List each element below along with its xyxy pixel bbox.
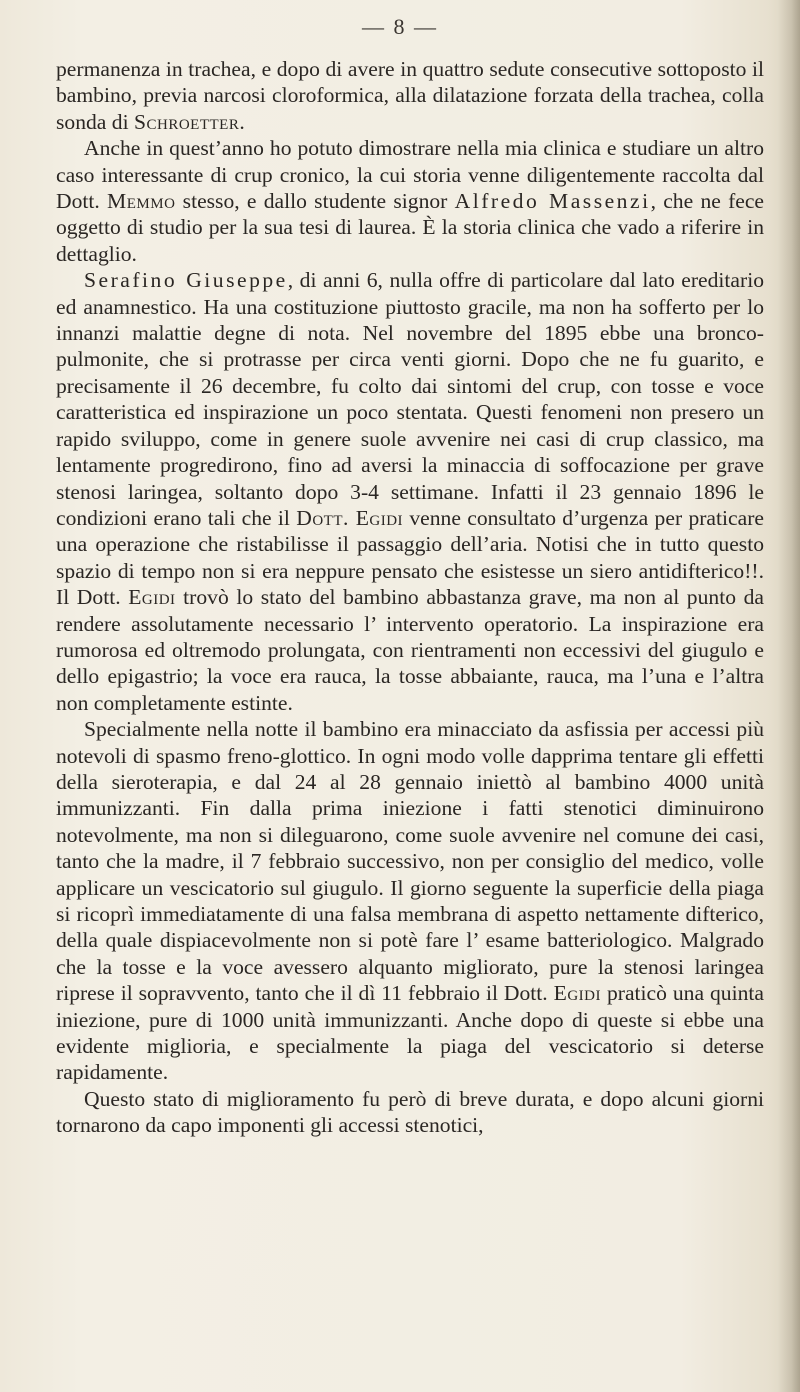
paragraph-5-text: Questo stato di miglioramento fu però di breve durata, e dopo alcuni giorni tornarono da capo imponenti gli accessi stenotici, xyxy=(56,1086,764,1138)
paragraph-3-text-2: venne consultato d’urgenza per praticare una operazione che ristabilisse il passaggio dell’aria. Notisi che in tutto questo spazio di tempo non si era neppure pensato che esistesse un siero antidifterico!!. Il Dott. xyxy=(56,505,764,610)
paragraph-2-text: Anche in quest’anno ho potuto dimostrare nella mia clinica e studiare un altro caso interessante di crup cronico, la cui storia venne diligentemente raccolta dal Dott. xyxy=(56,136,764,214)
body-text xyxy=(56,56,764,1139)
author-name-memmo: Memmo xyxy=(107,189,176,214)
page-edge-shadow xyxy=(778,0,800,1392)
paragraph-1-text: permanenza in trachea, e dopo di avere in quattro sedute consecutive sottoposto il bambino, previa narcosi cloroformica, alla dilatazione forzata della trachea, colla sonda di xyxy=(56,57,764,134)
paragraph-3-text-1: , di anni 6, nulla offre di particolare dal lato ereditario ed anamnestico. Ha una costituzione piuttosto gracile, ma non ha sofferto per lo innanzi malattie degne di nota. Nel novembre del 1895 ebbe una bronco-pulmonite, che si protrasse per circa venti giorni. Dopo che ne fu guarito, e precisamente il 26 decembre, fu colto dai sintomi del crup, con tosse e voce caratteristica ed inspirazione un poco stentata. Questi fenomeni non presero un rapido sviluppo, come in genere suole avvenire nei casi di crup classico, ma lentamente progredirono, fino ad aversi la minaccia di soffocazione per grave stenosi laringea, soltanto dopo 3-4 settimane. Infatti il 23 gennaio 1896 le condizioni erano tali che il xyxy=(56,268,765,530)
paragraph-4-text-1: Specialmente nella notte il bambino era minacciato da asfissia per accessi più notevoli di spasmo freno-glottico. In ogni modo volle dapprima tentare gli effetti della sieroterapia, e dal 24 al 28 gennaio iniettò al bambino 4000 unità immunizzanti. Fin dalla prima iniezione i fatti stenotici diminuirono notevolmente, ma non si dileguarono, come suole avvenire nel comune dei casi, tanto che la madre, il 7 febbraio successivo, non per consiglio del medico, volle applicare un vescicatorio sul giugulo. Il giorno seguente la superficie della piaga si ricoprì immediatamente di una falsa membrana di aspetto nettamente difterico, della quale dispiacevolmente non si potè fare l’ esame batteriologico. Malgrado che la tosse e la voce avessero alquanto migliorato, pure la stenosi laringea riprese il sopravvento, tanto che il dì 11 febbraio il Dott. xyxy=(56,717,764,1006)
paragraph-1-end: . xyxy=(239,109,245,134)
patient-name: Serafino Giuseppe xyxy=(84,268,288,293)
paragraph-2-mid: stesso, e dallo studente signor xyxy=(175,189,455,214)
paragraph-5 xyxy=(56,1086,764,1139)
doctor-name-egidi-3: Egidi xyxy=(553,981,602,1006)
doctor-name-egidi: Dott. Egidi xyxy=(296,505,404,530)
paragraph-1 xyxy=(56,56,764,135)
paragraph-4-text-2: praticò una quinta iniezione, pure di 1000 unità immunizzanti. Anche dopo di queste si ebbe una evidente miglioria, e specialmente la piaga del vescicatorio si deterse rapidamente. xyxy=(56,981,764,1085)
author-name-schroetter: Schroetter xyxy=(133,109,240,134)
paragraph-2 xyxy=(56,135,764,267)
student-name: Alfredo Massenzi xyxy=(454,189,651,214)
paragraph-3 xyxy=(56,267,764,716)
paragraph-4 xyxy=(56,716,764,1086)
paragraph-2-end: , che ne fece oggetto di studio per la sua tesi di laurea. È la storia clinica che vado a riferire in dettaglio. xyxy=(56,189,765,266)
doctor-name-egidi-2: Egidi xyxy=(128,585,176,610)
paragraph-3-text-3: trovò lo stato del bambino abbastanza grave, ma non al punto da rendere assolutamente necessario l’ intervento operatorio. La inspirazione era rumorosa ed oltremodo prolungata, con rientramenti non eccessivi del giugulo e dello epigastrio; la voce era rauca, la tosse abbaiante, rauca, ma l’una e l’altra non completamente estinte. xyxy=(56,585,764,715)
page-number: — 8 — xyxy=(362,14,438,39)
